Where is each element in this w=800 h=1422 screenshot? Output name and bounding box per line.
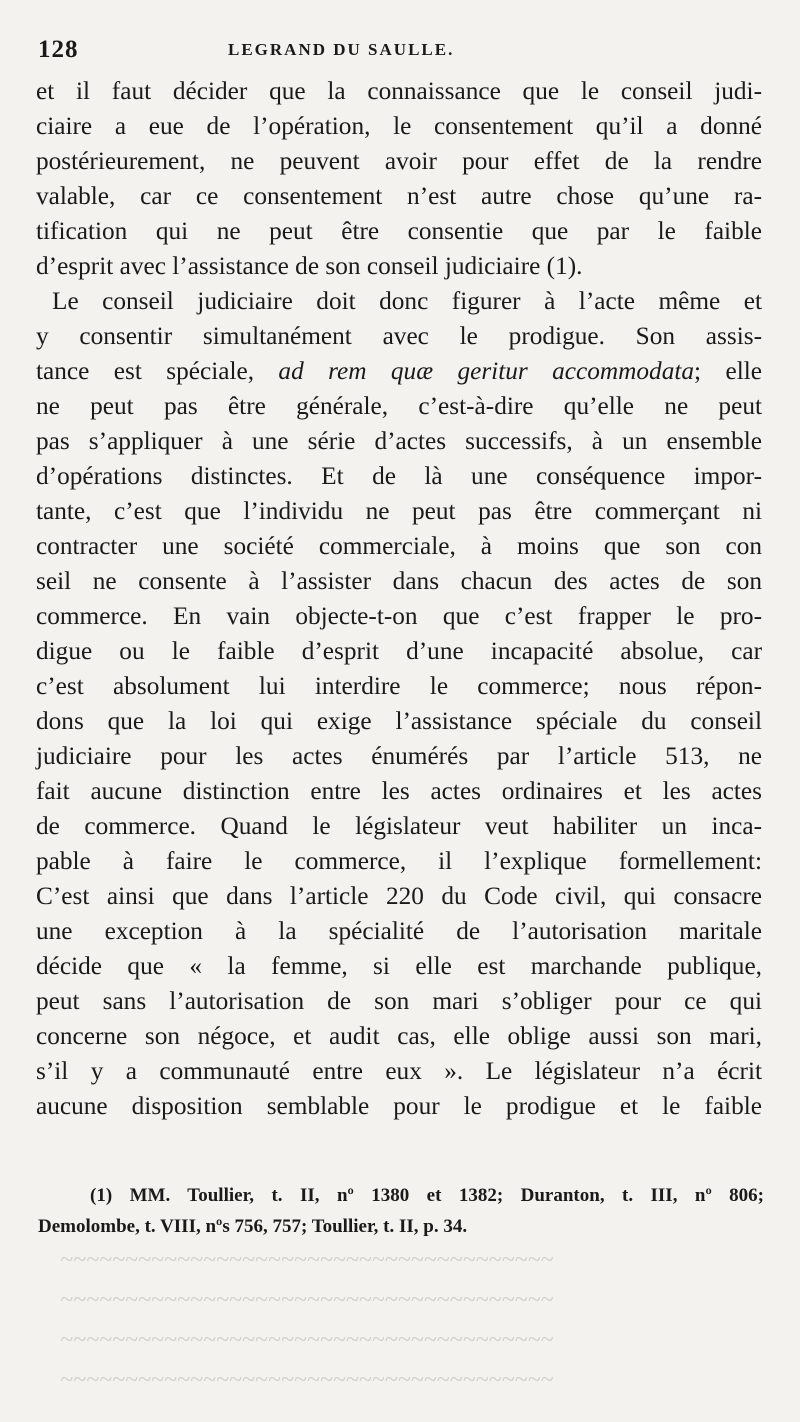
text-line: valable, car ce consentement n’est autre chose qu’une ra- [36,182,762,210]
text-segment: ; elle [694,357,762,385]
text-line: décide que « la femme, si elle est marchande publique, [36,952,762,980]
text-line: c’est absolument lui interdire le commerce; nous répon- [36,672,762,700]
text-line: contracter une société commerciale, à moins que son con [36,532,762,560]
text-line: judiciaire pour les actes énumérés par l’article 513, ne [36,742,762,770]
text-line: d’esprit avec l’assistance de son conseil judiciaire (1). [36,252,583,280]
bleed-through-line: ~~~~~~~~~~~~~~~~~~~~~~~~~~~~~~~~~~~~~~ [60,1367,554,1393]
text-line: de commerce. Quand le législateur veut habiliter un inca- [36,812,762,840]
text-line: pable à faire le commerce, il l’explique formellement: [36,847,762,875]
footnote-line: (1) MM. Toullier, t. II, nº 1380 et 1382; Duranton, t. III, nº 806; [90,1185,764,1206]
text-line: s’il y a communauté entre eux ». Le législateur n’a écrit [36,1057,762,1085]
latin-phrase: ad rem quæ geritur accommodata [278,357,695,385]
text-line: tification qui ne peut être consentie que par le faible [36,217,762,245]
bleed-through-line: ~~~~~~~~~~~~~~~~~~~~~~~~~~~~~~~~~~~~~~ [60,1327,554,1353]
text-line: dons que la loi qui exige l’assistance spéciale du conseil [36,707,762,735]
page-header [38,36,758,66]
text-line: y consentir simultanément avec le prodigue. Son assis- [36,322,762,350]
text-line: commerce. En vain objecte-t-on que c’est frapper le pro- [36,602,762,630]
text-line: postérieurement, ne peuvent avoir pour effet de la rendre [36,147,762,175]
page-number: 128 [38,36,79,63]
text-line: et il faut décider que la connaissance que le conseil judi- [36,77,762,105]
text-line: Le conseil judiciaire doit donc figurer à l’acte même et [52,287,762,315]
text-line: une exception à la spécialité de l’autorisation maritale [36,917,762,945]
body-text [36,74,762,1124]
bleed-through-texture [60,1240,780,1400]
text-line: concerne son négoce, et audit cas, elle oblige aussi son mari, [36,1022,762,1050]
text-line: d’opérations distinctes. Et de là une conséquence impor- [36,462,762,490]
text-segment: tance est spéciale, [36,357,279,385]
text-line: digue ou le faible d’esprit d’une incapacité absolue, car [36,637,762,665]
text-line: seil ne consente à l’assister dans chacun des actes de son [36,567,762,595]
text-line: fait aucune distinction entre les actes ordinaires et les actes [36,777,762,805]
running-head: LEGRAND DU SAULLE. [228,40,455,59]
text-line: aucune disposition semblable pour le prodigue et le faible [36,1092,762,1120]
text-line: C’est ainsi que dans l’article 220 du Code civil, qui consacre [36,882,762,910]
footnote-line: Demolombe, t. VIII, nºs 756, 757; Toullier, t. II, p. 34. [38,1216,468,1237]
footnotes [38,1180,764,1242]
bleed-through-line: ~~~~~~~~~~~~~~~~~~~~~~~~~~~~~~~~~~~~~~ [60,1247,554,1273]
text-line: ciaire a eue de l’opération, le consentement qu’il a donné [36,112,762,140]
text-line: peut sans l’autorisation de son mari s’obliger pour ce qui [36,987,762,1015]
bleed-through-line: ~~~~~~~~~~~~~~~~~~~~~~~~~~~~~~~~~~~~~~ [60,1287,554,1313]
text-line: ne peut pas être générale, c’est-à-dire qu’elle ne peut [36,392,762,420]
text-line-italic [36,354,762,389]
text-line: tante, c’est que l’individu ne peut pas être commerçant ni [36,497,762,525]
text-line: pas s’appliquer à une série d’actes successifs, à un ensemble [36,427,762,455]
